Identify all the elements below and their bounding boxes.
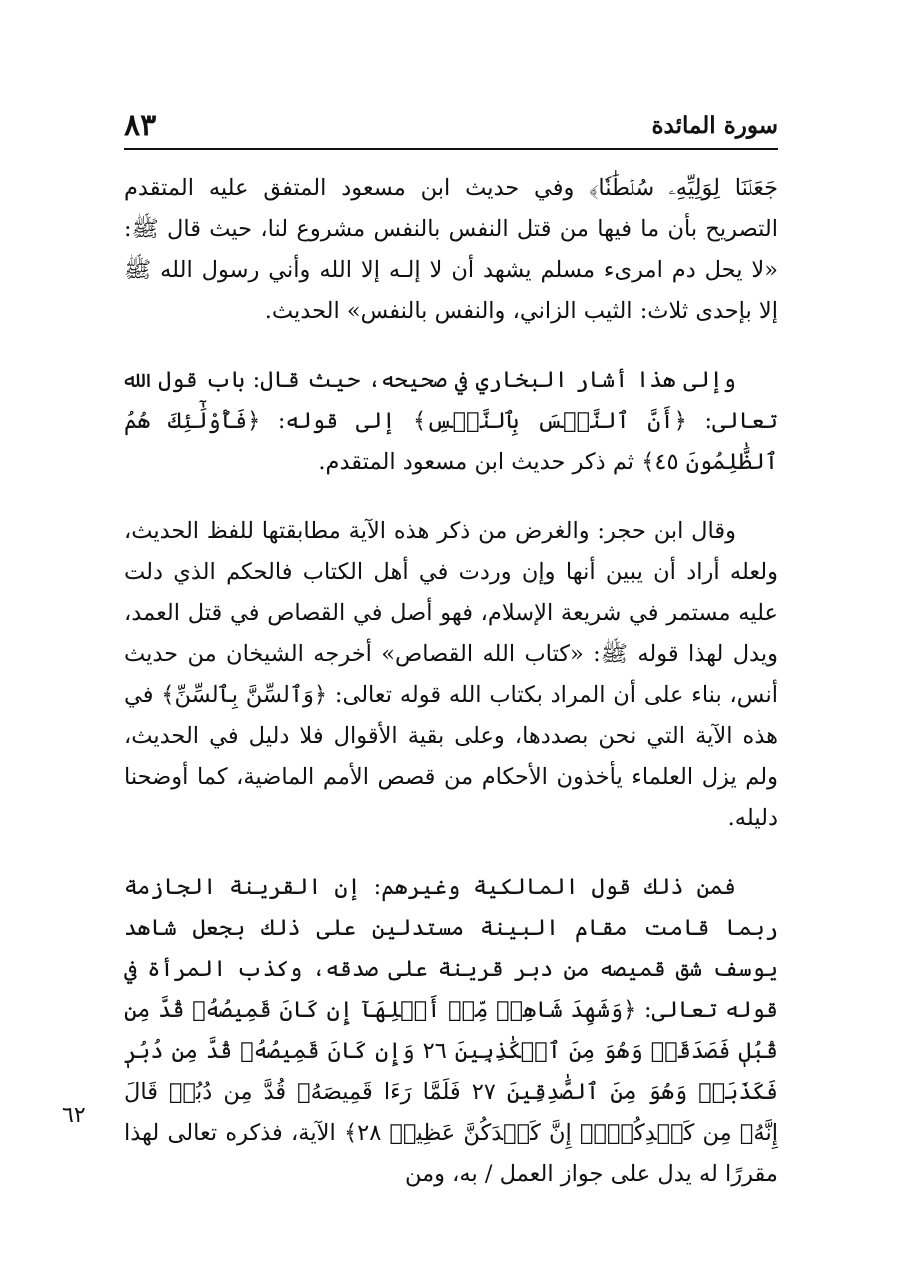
paragraph-3: وقال ابن حجر: والغرض من ذكر هذه الآية مطابقتها للفظ الحديث، ولعله أراد أن يبين أنها وإن وردت في أهل الكتاب فالحكم الذي دلت عليه مستمر في شريعة الإسلام، فهو أصل في القصاص في قتل العمد، ويدل لهذا قوله ﷺ: «كتاب الله القصاص» أخرجه الشيخان من حديث أنس، بناء على أن المراد بكتاب الله قوله تعالى: ﴿وَٱلسِّنَّ بِٱلسِّنِّ﴾ في هذه الآية التي نحن بصددها، وعلى بقية الأقوال فلا دليل في الحديث، ولم يزل العلماء يأخذون الأحكام من قصص الأمم الماضية، كما أوضحنا دليله. — [124, 518, 778, 831]
surah-title: سورة المائدة — [651, 112, 778, 139]
paragraph-1: جَعَلۡنَا لِوَلِيِّهِۦ سُلۡطَٰنٗا﴾ وفي حديث ابن مسعود المتفق عليه المتقدم التصريح بأن ما فيها من قتل النفس بالنفس مشروع لنا، حيث قال ﷺ: «لا يحل دم امرىء مسلم يشهد أن لا إلـه إلا الله وأني رسول الله ﷺ إلا بإحدى ثلاث: الثيب الزاني، والنفس بالنفس» الحديث. — [124, 175, 778, 324]
page-number: ٨٣ — [124, 108, 157, 143]
paragraph-4: فمن ذلك قول المالكية وغيرهم: إن القرينة الجازمة ربما قامت مقام البينة مستدلين على ذلك بجعل شاهد يوسف شق قميصه من دبر قرينة على صدقه، وكذب المرأة في قوله تعالى: ﴿وَشَهِدَ شَاهِدٞ مِّنۡ أَهۡلِهَآ إِن كَانَ قَمِيصُهُۥ قُدَّ مِن قُبُلٖ فَصَدَقَتۡ وَهُوَ مِنَ ٱلۡكَٰذِبِينَ ٢٦ وَإِن كَانَ قَمِيصُهُۥ قُدَّ مِن دُبُرٖ فَكَذَبَتۡ وَهُوَ مِنَ ٱلصَّٰدِقِينَ ٢٧ فَلَمَّا رَءَا قَمِيصَهُۥ قُدَّ مِن دُبُرٖ قَالَ إِنَّهُۥ مِن كَيۡدِكُنَّۖ إِنَّ كَيۡدَكُنَّ عَظِيمٞ ٢٨﴾ الآية، فذكره تعالى لهذا مقررًا له يدل على جواز العمل / به، ومن — [124, 874, 778, 1187]
paragraph-2: وإلى هذا أشار البخاري في صحيحه، حيث قال: باب قول الله تعالى: ﴿أَنَّ ٱلنَّفۡسَ بِٱلنَّفۡسِ﴾ إلى قوله: ﴿فَأُوْلَٰٓئِكَ هُمُ ٱلظَّٰلِمُونَ ٤٥﴾ ثم ذكر حديث ابن مسعود المتقدم. — [124, 367, 778, 475]
page-header — [124, 102, 778, 150]
main-text — [124, 168, 778, 1195]
margin-page-number: ٦٢ — [62, 1103, 86, 1128]
